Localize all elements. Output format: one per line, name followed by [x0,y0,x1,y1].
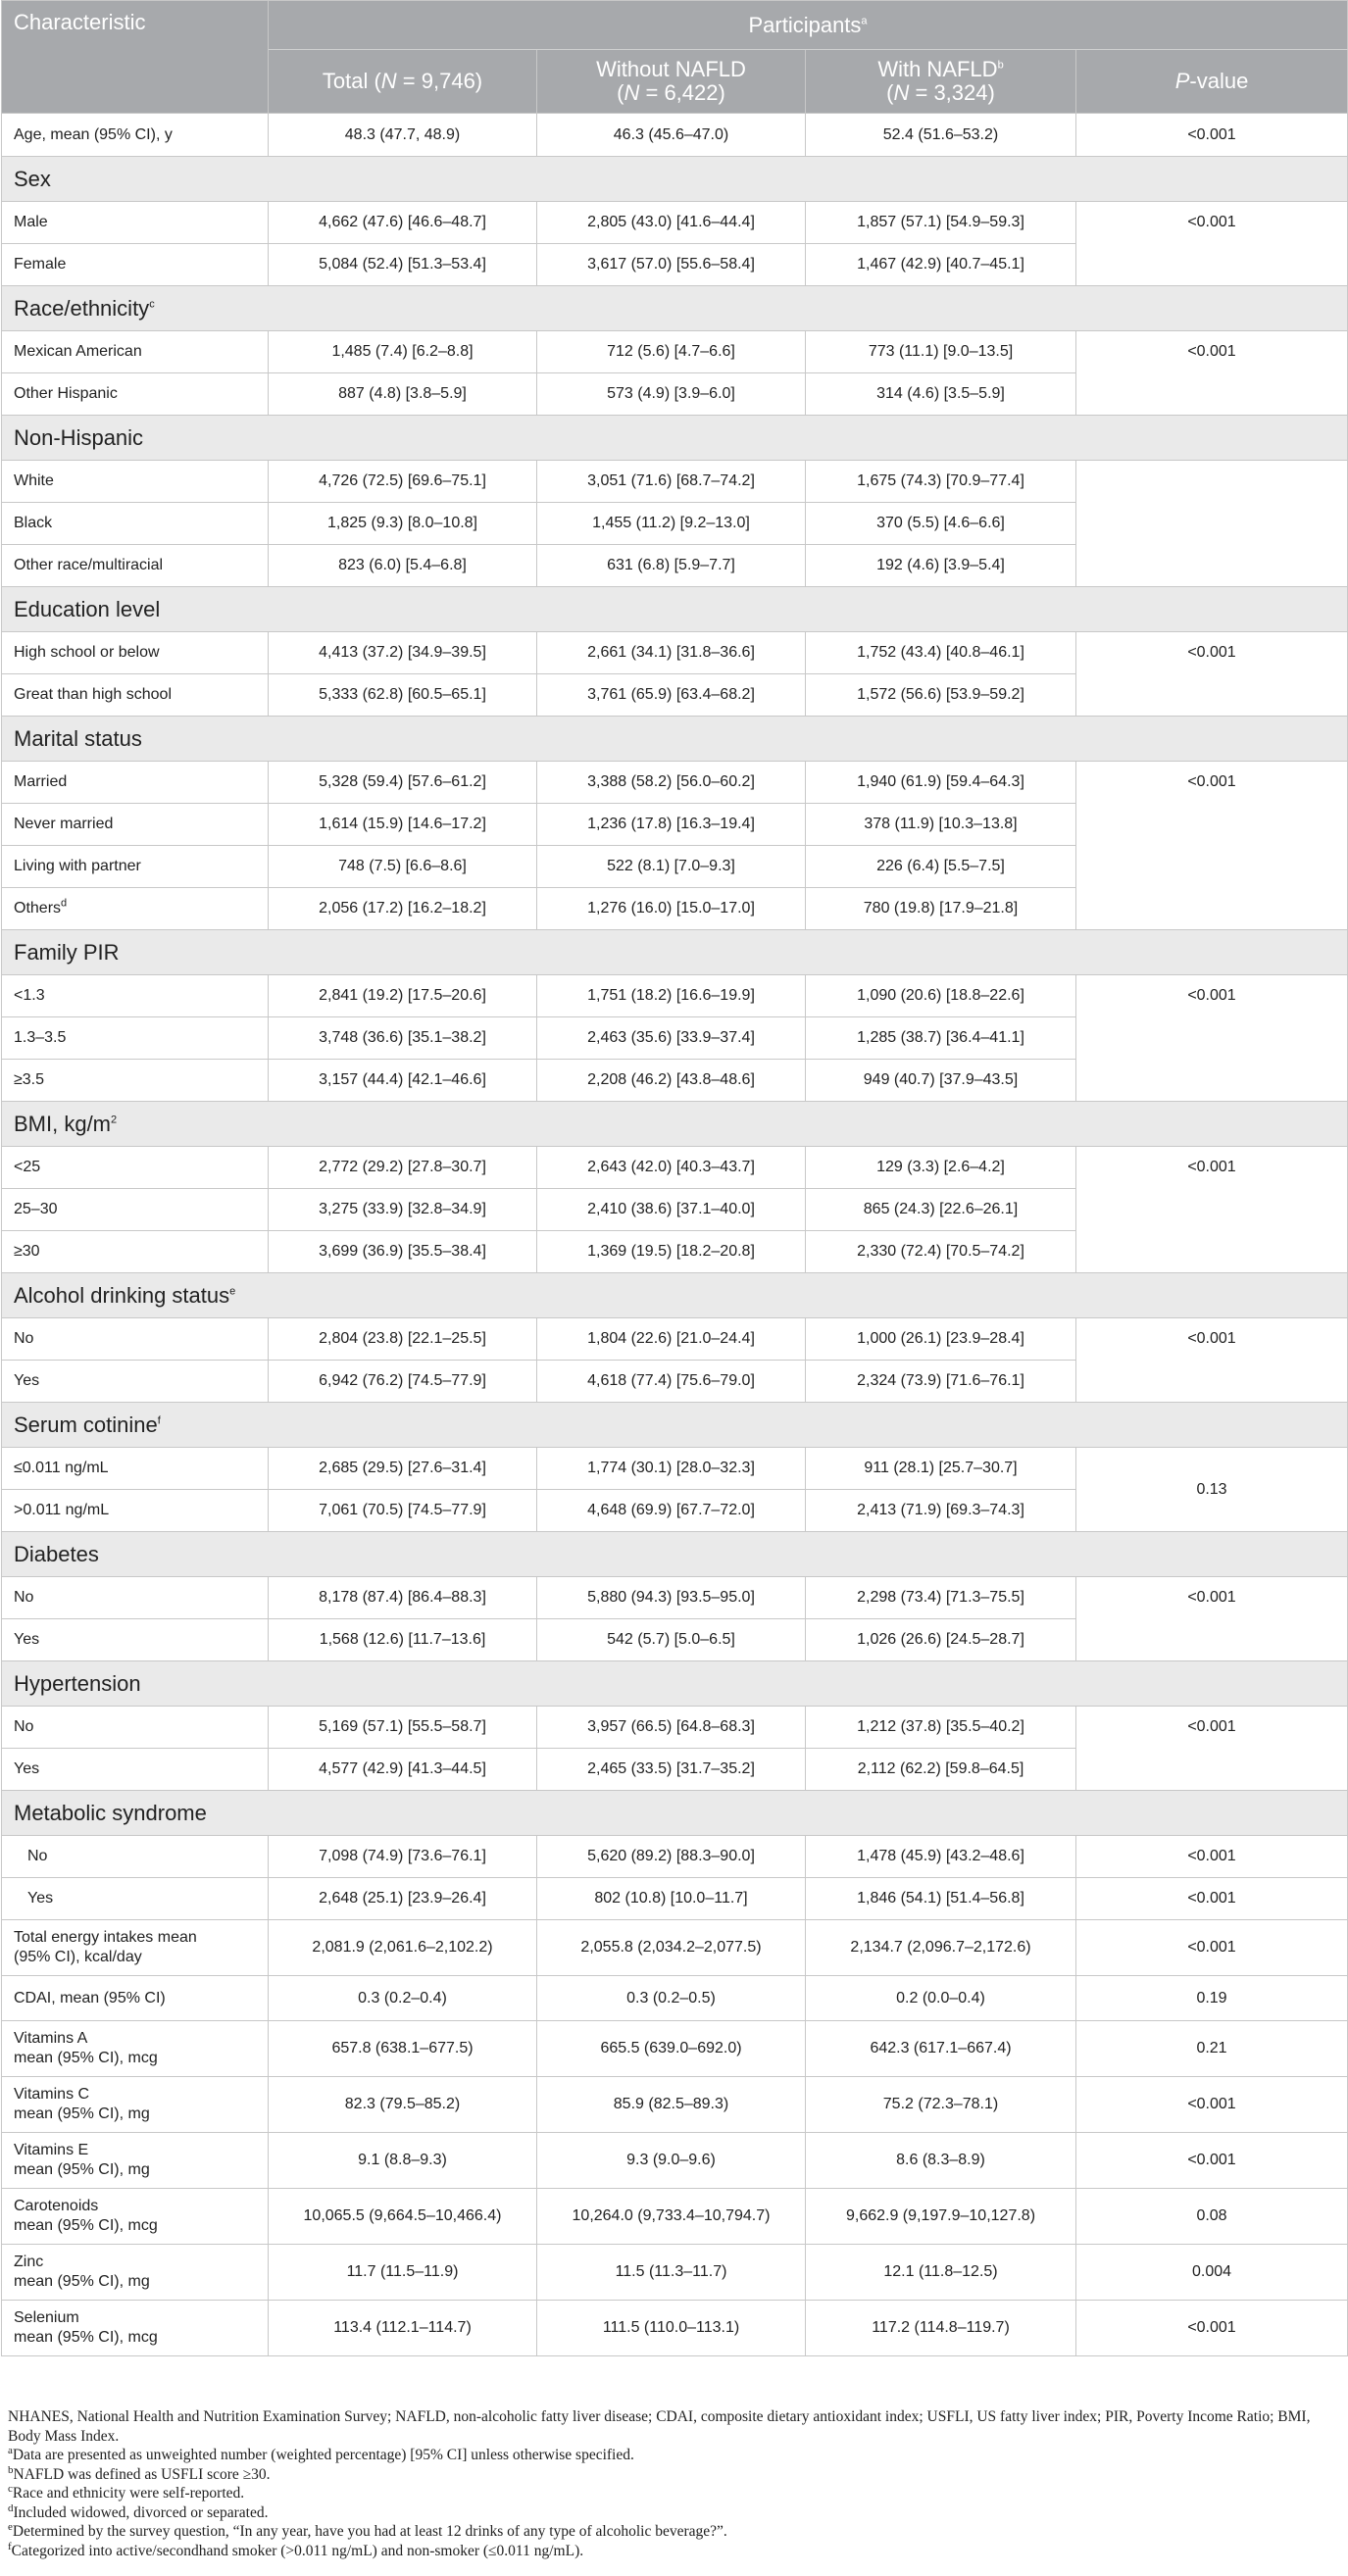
footnote-e: $^e$Determined by the survey question, “In any year, have you had at least 12 drinks of any type of alcoholic beverage?”. [8,2520,727,2540]
table-row: Other Hispanic 887 (4.8) [3.8–5.9] 573 (4.9) [3.9–6.0] 314 (4.6) [3.5–5.9] [2,373,1348,416]
section-header-metabolic: Metabolic syndrome [2,1791,1348,1836]
table-row: Mexican American 1,485 (7.4) [6.2–8.8] 712 (5.6) [4.7–6.6] 773 (11.1) [9.0–13.5] <0.001 [2,331,1348,373]
section-header-education: Education level [2,587,1348,632]
section-header-marital: Marital status [2,717,1348,762]
table-row: Female 5,084 (52.4) [51.3–53.4] 3,617 (57.0) [55.6–58.4] 1,467 (42.9) [40.7–45.1] [2,244,1348,286]
footnote-abbreviations: NHANES, National Health and Nutrition Examination Survey; NAFLD, non-alcoholic fatty liver disease; CDAI, composite dietary antioxidant index; USFLI, US fatty liver index; PIR, Poverty Income Ratio; BMI, Body Mass Index. [8,2408,1311,2445]
cell-without: 46.3 (45.6–47.0) [537,114,806,157]
footnote-a: $^a$Data are presented as unweighted number (weighted percentage) [95% CI] unless otherwise specified. [8,2444,634,2463]
cell-p-value: <0.001 [1076,331,1348,416]
table-row: <1.3 2,841 (19.2) [17.5–20.6] 1,751 (18.2) [16.6–19.9] 1,090 (20.6) [18.8–22.6] <0.001 [2,975,1348,1017]
table-row: Yes 6,942 (76.2) [74.5–77.9] 4,618 (77.4) [75.6–79.0] 2,324 (73.9) [71.6–76.1] [2,1361,1348,1403]
header-with-nafld: With NAFLD$^b$ (N = 3,324) [806,50,1076,114]
header-characteristic: Characteristic [2,1,269,114]
table-row: No 2,804 (23.8) [22.1–25.5] 1,804 (22.6) [21.0–24.4] 1,000 (26.1) [23.9–28.4] <0.001 [2,1318,1348,1361]
table-row: Zinc mean (95% CI), mg 11.7 (11.5–11.9) 11.5 (11.3–11.7) 12.1 (11.8–12.5) 0.004 [2,2245,1348,2301]
cell-p-value: <0.001 [1076,1147,1348,1273]
cell-p-value: <0.001 [1076,114,1348,157]
header-without-nafld: Without NAFLD (N = 6,422) [537,50,806,114]
section-header-alcohol: Alcohol drinking status$^e$ [2,1273,1348,1318]
table-row: Male 4,662 (47.6) [46.6–48.7] 2,805 (43.0) [41.6–44.4] 1,857 (57.1) [54.9–59.3] <0.001 [2,202,1348,244]
section-header-hypertension: Hypertension [2,1661,1348,1707]
footnote-d: $^d$Included widowed, divorced or separated. [8,2502,269,2521]
table-row: Living with partner 748 (7.5) [6.6–8.6] 522 (8.1) [7.0–9.3] 226 (6.4) [5.5–7.5] [2,846,1348,888]
section-header-diabetes: Diabetes [2,1532,1348,1577]
cell-with: 52.4 (51.6–53.2) [806,114,1076,157]
table-row: Black 1,825 (9.3) [8.0–10.8] 1,455 (11.2) [9.2–13.0] 370 (5.5) [4.6–6.6] [2,503,1348,545]
cell-p-value: <0.001 [1076,632,1348,717]
section-header-cotinine: Serum cotinine$^f$ [2,1403,1348,1448]
section-header-race: Race/ethnicity$^c$ [2,286,1348,331]
table-row: White 4,726 (72.5) [69.6–75.1] 3,051 (71.6) [68.7–74.2] 1,675 (74.3) [70.9–77.4] [2,461,1348,503]
row-label: Age, mean (95% CI), y [2,114,269,157]
table-row: Vitamins E mean (95% CI), mg 9.1 (8.8–9.3) 9.3 (9.0–9.6) 8.6 (8.3–8.9) <0.001 [2,2133,1348,2189]
characteristics-table [1,0,1348,2356]
table-row: Vitamins C mean (95% CI), mg 82.3 (79.5–85.2) 85.9 (82.5–89.3) 75.2 (72.3–78.1) <0.001 [2,2077,1348,2133]
table-row: CDAI, mean (95% CI) 0.3 (0.2–0.4) 0.3 (0.2–0.5) 0.2 (0.0–0.4) 0.19 [2,1976,1348,2021]
cell-p-value: <0.001 [1076,975,1348,1102]
footnote-b: $^b$NAFLD was defined as USFLI score ≥30. [8,2463,271,2483]
table-row: <25 2,772 (29.2) [27.8–30.7] 2,643 (42.0) [40.3–43.7] 129 (3.3) [2.6–4.2] <0.001 [2,1147,1348,1189]
header-participants: Participants$^a$ [269,1,1348,50]
footnote-f: $^f$Categorized into active/secondhand smoker (>0.011 ng/mL) and non-smoker (≤0.011 ng/mL). [8,2540,584,2559]
table-row: ≤0.011 ng/mL 2,685 (29.5) [27.6–31.4] 1,774 (30.1) [28.0–32.3] 911 (28.1) [25.7–30.7] 0.13 [2,1448,1348,1490]
footnote-c: $^c$Race and ethnicity were self-reported. [8,2482,245,2502]
cell-total: 48.3 (47.7, 48.9) [269,114,537,157]
table-row: Other race/multiracial 823 (6.0) [5.4–6.8] 631 (6.8) [5.9–7.7] 192 (4.6) [3.9–5.4] [2,545,1348,587]
table-row: >0.011 ng/mL 7,061 (70.5) [74.5–77.9] 4,648 (69.9) [67.7–72.0] 2,413 (71.9) [69.3–74.3] [2,1490,1348,1532]
table-row: No 5,169 (57.1) [55.5–58.7] 3,957 (66.5) [64.8–68.3] 1,212 (37.8) [35.5–40.2] <0.001 [2,1707,1348,1749]
table-row: Carotenoids mean (95% CI), mcg 10,065.5 (9,664.5–10,466.4) 10,264.0 (9,733.4–10,794.7) 9,662.9 (9,197.9–10,127.8) 0.08 [2,2189,1348,2245]
table-row: High school or below 4,413 (37.2) [34.9–39.5] 2,661 (34.1) [31.8–36.6] 1,752 (43.4) [40.8–46.1] <0.001 [2,632,1348,674]
cell-p-value: <0.001 [1076,762,1348,930]
cell-p-value: <0.001 [1076,1577,1348,1661]
table-row: 1.3–3.5 3,748 (36.6) [35.1–38.2] 2,463 (35.6) [33.9–37.4] 1,285 (38.7) [36.4–41.1] [2,1017,1348,1060]
table-row: No 8,178 (87.4) [86.4–88.3] 5,880 (94.3) [93.5–95.0] 2,298 (73.4) [71.3–75.5] <0.001 [2,1577,1348,1619]
table-row: Yes 2,648 (25.1) [23.9–26.4] 802 (10.8) [10.0–11.7] 1,846 (54.1) [51.4–56.8] <0.001 [2,1878,1348,1920]
section-header-bmi: BMI, $kg/m^2$ [2,1102,1348,1147]
cell-p-value: <0.001 [1076,1707,1348,1791]
table-row: No 7,098 (74.9) [73.6–76.1] 5,620 (89.2) [88.3–90.0] 1,478 (45.9) [43.2–48.6] <0.001 [2,1836,1348,1878]
table-row: Vitamins A mean (95% CI), mcg 657.8 (638.1–677.5) 665.5 (639.0–692.0) 642.3 (617.1–667.4) 0.21 [2,2021,1348,2077]
table-row: ≥30 3,699 (36.9) [35.5–38.4] 1,369 (19.5) [18.2–20.8] 2,330 (72.4) [70.5–74.2] [2,1231,1348,1273]
cell-p-value: <0.001 [1076,202,1348,286]
table-row [2,114,1348,157]
table-row: Others$^d$ 2,056 (17.2) [16.2–18.2] 1,276 (16.0) [15.0–17.0] 780 (19.8) [17.9–21.8] [2,888,1348,930]
table-row: Yes 4,577 (42.9) [41.3–44.5] 2,465 (33.5) [31.7–35.2] 2,112 (62.2) [59.8–64.5] [2,1749,1348,1791]
table-row: Total energy intakes mean (95% CI), kcal/day 2,081.9 (2,061.6–2,102.2) 2,055.8 (2,034.2–2,077.5) 2,134.7 (2,096.7–2,172.6) <0.001 [2,1920,1348,1976]
table-row: Selenium mean (95% CI), mcg 113.4 (112.1–114.7) 111.5 (110.0–113.1) 117.2 (114.8–119.7) <0.001 [2,2301,1348,2356]
table-row: Yes 1,568 (12.6) [11.7–13.6] 542 (5.7) [5.0–6.5] 1,026 (26.6) [24.5–28.7] [2,1619,1348,1661]
header-p-value: P-value [1076,50,1348,114]
table-row: Never married 1,614 (15.9) [14.6–17.2] 1,236 (17.8) [16.3–19.4] 378 (11.9) [10.3–13.8] [2,804,1348,846]
cell-p-value: <0.001 [1076,1318,1348,1403]
cell-p-value: 0.13 [1076,1448,1348,1532]
table-row: 25–30 3,275 (33.9) [32.8–34.9] 2,410 (38.6) [37.1–40.0] 865 (24.3) [22.6–26.1] [2,1189,1348,1231]
table-row: Great than high school 5,333 (62.8) [60.5–65.1] 3,761 (65.9) [63.4–68.2] 1,572 (56.6) [53.9–59.2] [2,674,1348,717]
footnotes [8,2407,1341,2560]
header-total: Total (N = 9,746) [269,50,537,114]
section-header-sex: Sex [2,157,1348,202]
section-header-non-hispanic: Non-Hispanic [2,416,1348,461]
table-row: ≥3.5 3,157 (44.4) [42.1–46.6] 2,208 (46.2) [43.8–48.6] 949 (40.7) [37.9–43.5] [2,1060,1348,1102]
header-row-1 [2,1,1348,50]
section-header-family-pir: Family PIR [2,930,1348,975]
table-row: Married 5,328 (59.4) [57.6–61.2] 3,388 (58.2) [56.0–60.2] 1,940 (61.9) [59.4–64.3] <0.001 [2,762,1348,804]
